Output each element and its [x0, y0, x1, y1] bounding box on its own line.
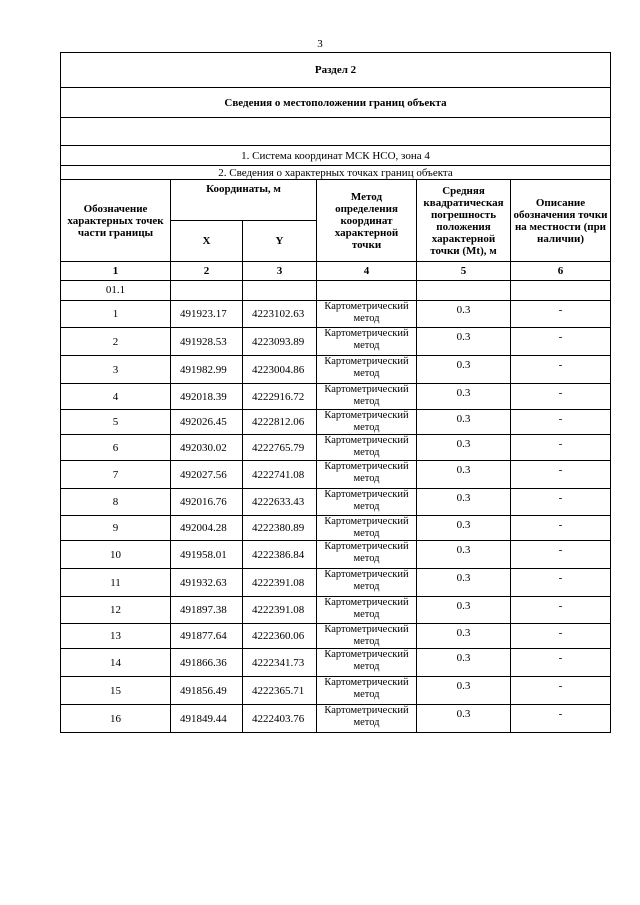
table-row — [61, 301, 611, 328]
point-number: 10 — [61, 541, 171, 569]
coord-y: 4222360.06 — [243, 624, 317, 649]
description: - — [511, 328, 611, 356]
coord-x: 492016.76 — [171, 489, 243, 516]
accuracy: 0.3 — [417, 410, 511, 435]
point-number: 16 — [61, 705, 171, 733]
description: - — [511, 541, 611, 569]
coord-y: 4222741.08 — [243, 461, 317, 489]
empty-cell — [243, 281, 317, 301]
accuracy: 0.3 — [417, 569, 511, 597]
method: Картометрический метод — [317, 410, 417, 435]
point-number: 6 — [61, 435, 171, 461]
description: - — [511, 489, 611, 516]
accuracy: 0.3 — [417, 624, 511, 649]
coord-y: 4223093.89 — [243, 328, 317, 356]
description: - — [511, 677, 611, 705]
coord-y: 4222916.72 — [243, 384, 317, 410]
header-row-1 — [61, 180, 611, 221]
coord-x: 492018.39 — [171, 384, 243, 410]
accuracy: 0.3 — [417, 435, 511, 461]
table-row — [61, 435, 611, 461]
column-numbers-row — [61, 262, 611, 281]
table-row — [61, 569, 611, 597]
table-row — [61, 489, 611, 516]
point-number: 3 — [61, 356, 171, 384]
table-row — [61, 356, 611, 384]
description: - — [511, 356, 611, 384]
accuracy: 0.3 — [417, 677, 511, 705]
header-x: X — [171, 221, 243, 262]
coord-y: 4222403.76 — [243, 705, 317, 733]
table-row — [61, 328, 611, 356]
method: Картометрический метод — [317, 677, 417, 705]
description: - — [511, 384, 611, 410]
point-number: 7 — [61, 461, 171, 489]
table-row — [61, 541, 611, 569]
coord-x: 492026.45 — [171, 410, 243, 435]
method: Картометрический метод — [317, 541, 417, 569]
page-number: 3 — [317, 38, 323, 50]
part-label: 01.1 — [61, 281, 171, 301]
coord-system: 1. Система координат МСК НСО, зона 4 — [61, 146, 611, 166]
section-title: Раздел 2 — [61, 53, 611, 88]
coord-system-row — [61, 146, 611, 166]
point-number: 4 — [61, 384, 171, 410]
point-number: 5 — [61, 410, 171, 435]
description: - — [511, 410, 611, 435]
coord-x: 491897.38 — [171, 597, 243, 624]
coord-y: 4222765.79 — [243, 435, 317, 461]
coord-y: 4223004.86 — [243, 356, 317, 384]
description: - — [511, 435, 611, 461]
coord-y: 4222341.73 — [243, 649, 317, 677]
accuracy: 0.3 — [417, 649, 511, 677]
coord-y: 4222391.08 — [243, 597, 317, 624]
method: Картометрический метод — [317, 705, 417, 733]
point-number: 12 — [61, 597, 171, 624]
table-row — [61, 410, 611, 435]
subsection-title: Сведения о местоположении границ объекта — [61, 88, 611, 118]
header-coordinates: Координаты, м — [171, 180, 317, 221]
description: - — [511, 516, 611, 541]
description: - — [511, 301, 611, 328]
part-row — [61, 281, 611, 301]
coord-y: 4222633.43 — [243, 489, 317, 516]
points-title: 2. Сведения о характерных точках границ объекта — [61, 166, 611, 180]
accuracy: 0.3 — [417, 597, 511, 624]
header-y: Y — [243, 221, 317, 262]
method: Картометрический метод — [317, 301, 417, 328]
coord-y: 4222391.08 — [243, 569, 317, 597]
coord-x: 491928.53 — [171, 328, 243, 356]
subsection-row — [61, 88, 611, 118]
accuracy: 0.3 — [417, 356, 511, 384]
point-number: 15 — [61, 677, 171, 705]
table-row — [61, 624, 611, 649]
table-row — [61, 461, 611, 489]
point-number: 11 — [61, 569, 171, 597]
table-row — [61, 384, 611, 410]
column-number: 5 — [417, 262, 511, 281]
coord-y: 4222386.84 — [243, 541, 317, 569]
point-number: 13 — [61, 624, 171, 649]
accuracy: 0.3 — [417, 516, 511, 541]
header-designation: Обозначение характерных точек части границы — [61, 180, 171, 262]
accuracy: 0.3 — [417, 384, 511, 410]
point-number: 9 — [61, 516, 171, 541]
coord-y: 4223102.63 — [243, 301, 317, 328]
column-number: 3 — [243, 262, 317, 281]
coord-y: 4222380.89 — [243, 516, 317, 541]
header-method: Метод определения координат характерной точки — [317, 180, 417, 262]
header-error: Средняя квадратическая погрешность положения характерной точки (Mt), м — [417, 180, 511, 262]
column-number: 2 — [171, 262, 243, 281]
table-row — [61, 516, 611, 541]
method: Картометрический метод — [317, 461, 417, 489]
coord-x: 491932.63 — [171, 569, 243, 597]
coord-x: 492027.56 — [171, 461, 243, 489]
method: Картометрический метод — [317, 356, 417, 384]
description: - — [511, 649, 611, 677]
table-row — [61, 705, 611, 733]
accuracy: 0.3 — [417, 301, 511, 328]
coord-x: 491866.36 — [171, 649, 243, 677]
method: Картометрический метод — [317, 624, 417, 649]
column-number: 1 — [61, 262, 171, 281]
method: Картометрический метод — [317, 489, 417, 516]
header-description: Описание обозначения точки на местности (при наличии) — [511, 180, 611, 262]
coord-x: 491923.17 — [171, 301, 243, 328]
empty-cell — [317, 281, 417, 301]
method: Картометрический метод — [317, 435, 417, 461]
table-row — [61, 649, 611, 677]
description: - — [511, 597, 611, 624]
coord-x: 491849.44 — [171, 705, 243, 733]
empty-cell — [171, 281, 243, 301]
coord-y: 4222365.71 — [243, 677, 317, 705]
point-number: 14 — [61, 649, 171, 677]
method: Картометрический метод — [317, 384, 417, 410]
method: Картометрический метод — [317, 516, 417, 541]
empty-cell — [511, 281, 611, 301]
accuracy: 0.3 — [417, 461, 511, 489]
coord-x: 491982.99 — [171, 356, 243, 384]
coord-y: 4222812.06 — [243, 410, 317, 435]
coord-x: 491856.49 — [171, 677, 243, 705]
method: Картометрический метод — [317, 597, 417, 624]
coord-x: 492030.02 — [171, 435, 243, 461]
method: Картометрический метод — [317, 328, 417, 356]
method: Картометрический метод — [317, 569, 417, 597]
point-number: 8 — [61, 489, 171, 516]
table-row — [61, 597, 611, 624]
column-number: 6 — [511, 262, 611, 281]
description: - — [511, 624, 611, 649]
point-number: 2 — [61, 328, 171, 356]
empty-cell — [61, 118, 611, 146]
accuracy: 0.3 — [417, 541, 511, 569]
spacer-row — [61, 118, 611, 146]
section-row — [61, 53, 611, 88]
accuracy: 0.3 — [417, 705, 511, 733]
column-number: 4 — [317, 262, 417, 281]
description: - — [511, 569, 611, 597]
empty-cell — [417, 281, 511, 301]
point-number: 1 — [61, 301, 171, 328]
method: Картометрический метод — [317, 649, 417, 677]
accuracy: 0.3 — [417, 489, 511, 516]
coord-x: 491877.64 — [171, 624, 243, 649]
accuracy: 0.3 — [417, 328, 511, 356]
points-title-row — [61, 166, 611, 180]
description: - — [511, 705, 611, 733]
coord-x: 492004.28 — [171, 516, 243, 541]
table-row — [61, 677, 611, 705]
boundary-points-table — [60, 52, 611, 733]
coord-x: 491958.01 — [171, 541, 243, 569]
description: - — [511, 461, 611, 489]
